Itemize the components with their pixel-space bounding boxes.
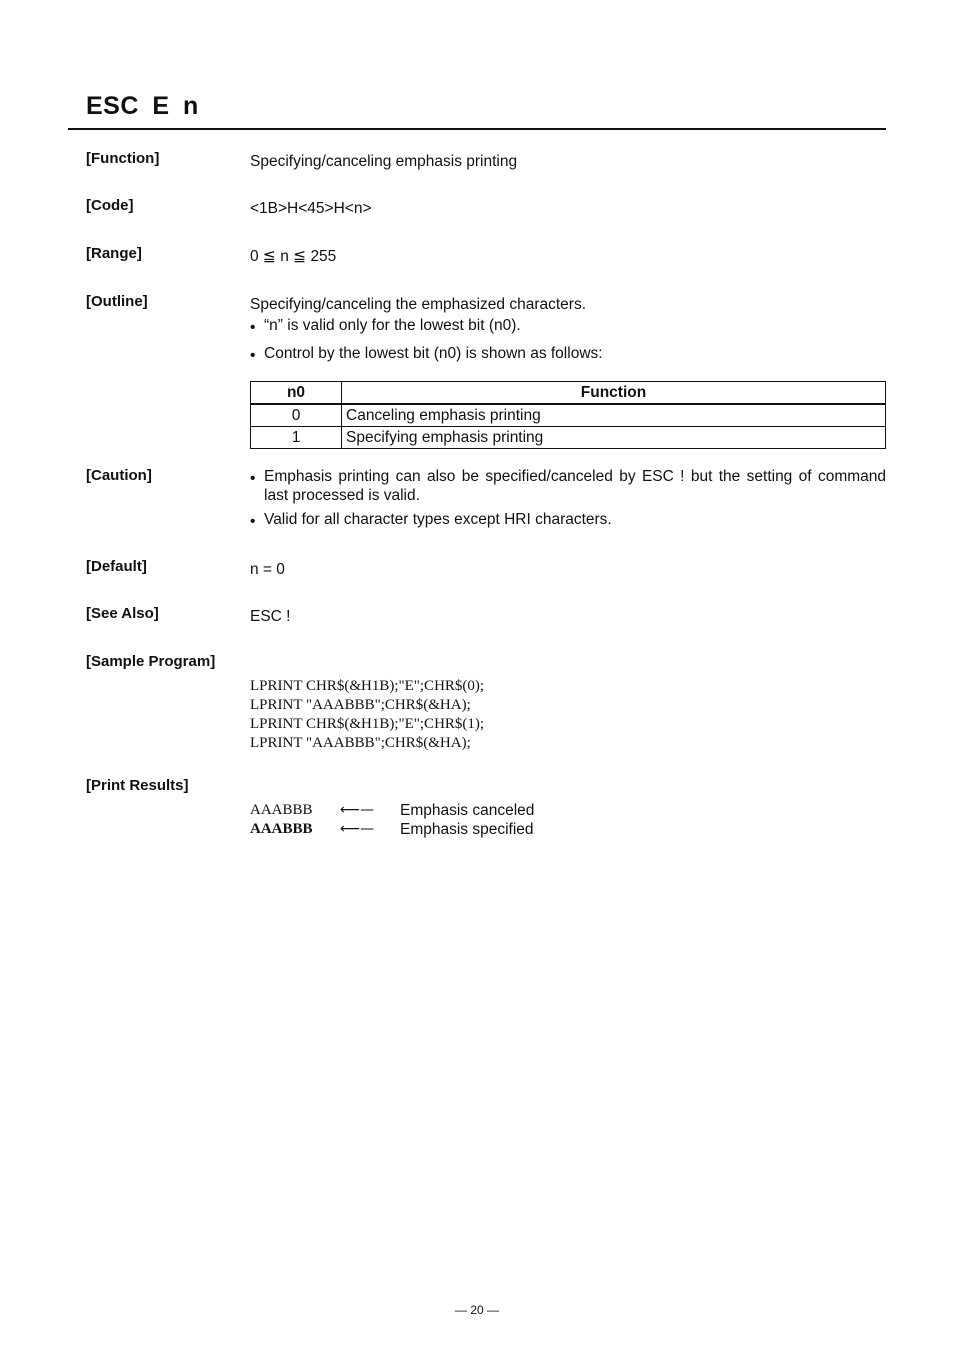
see-also-text: ESC ! [250,608,291,625]
range-label: [Range] [86,245,142,262]
caution-bullet [250,467,886,505]
code-text: <1B>H<45>H<n> [250,200,372,217]
outline-content [250,293,886,449]
page-number: — 20 — [454,1303,499,1317]
caution-label: [Caution] [86,467,152,484]
outline-bullet-text: “n” is valid only for the lowest bit (n0). [264,317,521,334]
bullet-dot: • [250,470,256,487]
range-text: 0 ≦ n ≦ 255 [250,248,337,265]
table-header-row [251,382,886,405]
caution-bullet-text: Emphasis printing can also be specified/canceled by ESC ! but the setting of command last processed is valid. [264,468,886,504]
print-results-label: [Print Results] [86,777,189,794]
sample-program-label: [Sample Program] [86,653,216,670]
default-text: n = 0 [250,561,285,578]
left-arrow-icon: ⟵— [340,821,375,837]
code-label: [Code] [86,197,134,214]
table-cell-function: Canceling emphasis printing [342,404,886,427]
function-text: Specifying/canceling emphasis printing [250,153,518,170]
default-label: [Default] [86,558,147,575]
sample-program-code [250,677,886,753]
result-output-bold: AAABBB [250,821,313,837]
outline-bullet [250,316,886,339]
print-results-content [250,801,886,839]
left-arrow-icon: ⟵— [340,802,375,818]
bullet-dot: • [250,319,256,336]
title-rule [68,128,886,130]
outline-bullet [250,344,886,367]
table-cell-n0: 1 [251,427,342,449]
table-row [251,427,886,449]
outline-text: Specifying/canceling the emphasized characters. [250,296,587,313]
result-description: Emphasis specified [400,821,534,838]
table-header-function: Function [342,382,886,405]
caution-content [250,467,886,533]
result-description: Emphasis canceled [400,802,535,819]
table-cell-n0: 0 [251,404,342,427]
bullet-dot: • [250,513,256,530]
result-output: AAABBB [250,802,313,818]
caution-bullet-text: Valid for all character types except HRI characters. [264,511,612,528]
print-result-row [250,820,886,839]
outline-bullet-text: Control by the lowest bit (n0) is shown as follows: [264,345,603,362]
code-line: LPRINT "AAABBB";CHR$(&HA); [250,697,471,713]
n0-function-table [250,381,886,449]
table-cell-function: Specifying emphasis printing [342,427,886,449]
code-line: LPRINT CHR$(&H1B);"E";CHR$(0); [250,678,485,694]
outline-label: [Outline] [86,293,148,310]
function-label: [Function] [86,150,160,167]
caution-bullet [250,510,886,533]
code-line: LPRINT CHR$(&H1B);"E";CHR$(1); [250,716,485,732]
table-header-n0: n0 [251,382,342,405]
bullet-dot: • [250,347,256,364]
code-line: LPRINT "AAABBB";CHR$(&HA); [250,735,471,751]
see-also-label: [See Also] [86,605,159,622]
table-row [251,404,886,427]
page-title: ESC E n [86,92,199,120]
